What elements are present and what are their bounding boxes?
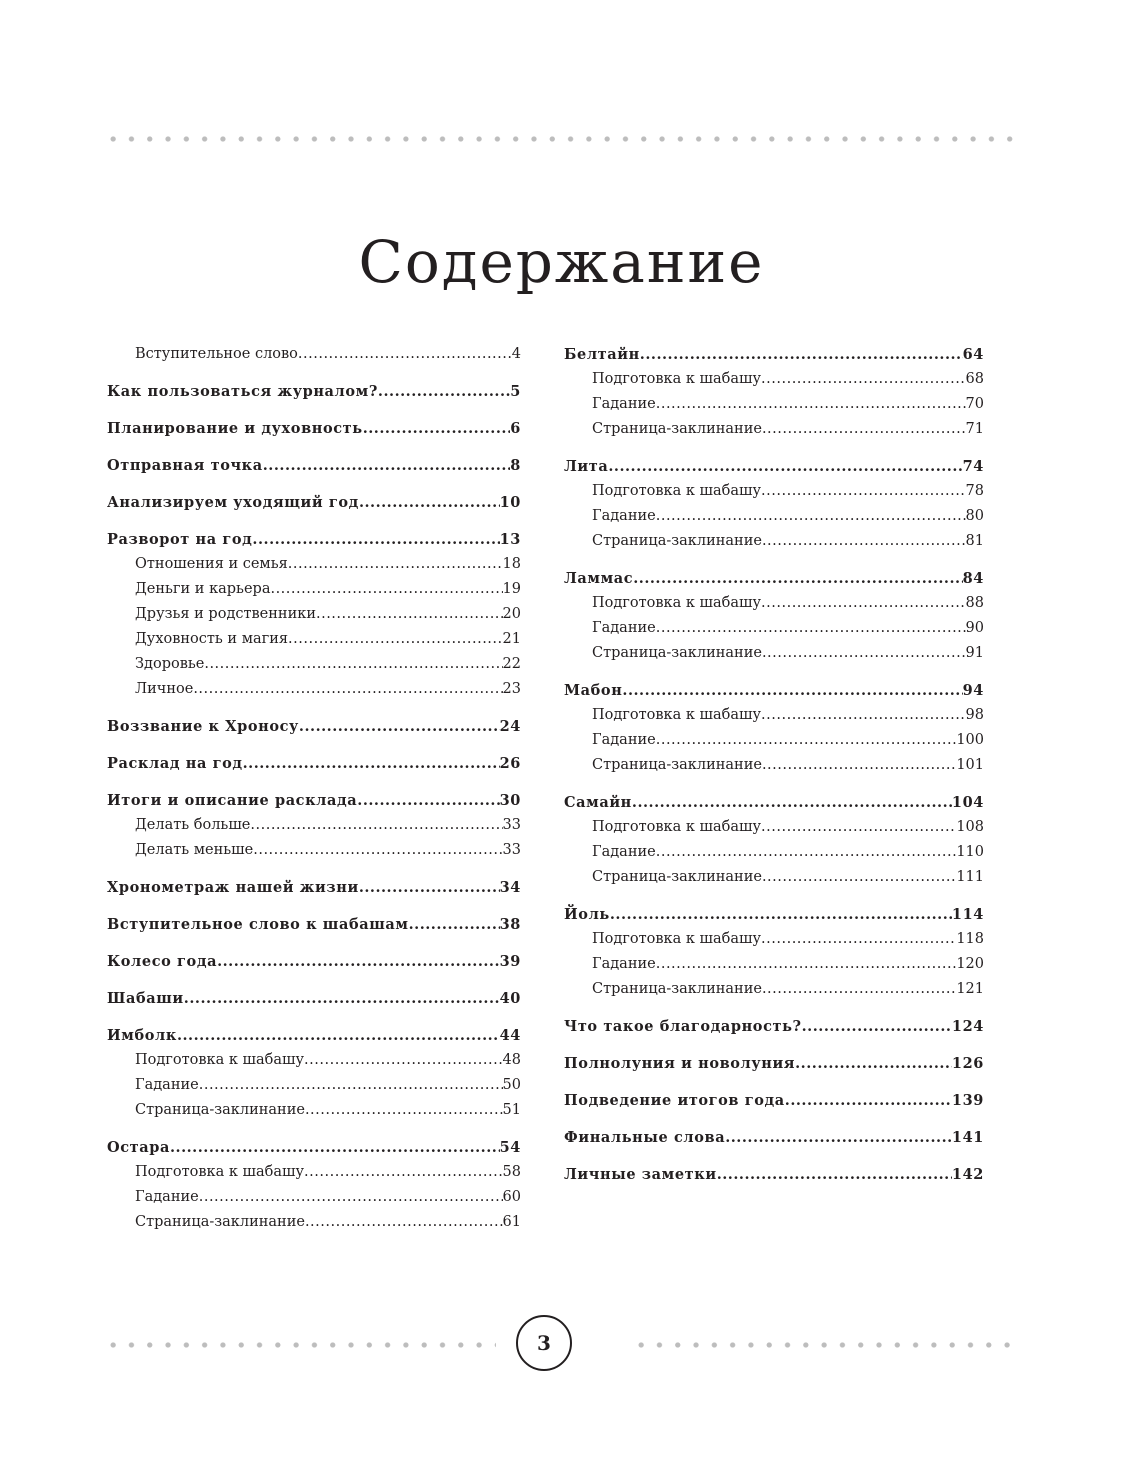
toc-entry-page-number: 68 — [965, 371, 984, 387]
toc-section-entry[interactable] — [564, 1088, 984, 1113]
toc-section-entry[interactable] — [107, 416, 521, 441]
toc-entry-label: Страница-заклинание — [592, 421, 762, 437]
dot-leader — [217, 949, 500, 974]
toc-subsection-entry[interactable] — [564, 728, 984, 753]
toc-entry-label: Страница-заклинание — [592, 645, 762, 661]
toc-subsection-entry[interactable] — [564, 927, 984, 952]
toc-subsection-entry[interactable] — [564, 703, 984, 728]
toc-entry-page-number: 10 — [499, 494, 521, 511]
toc-entry-page-number: 38 — [499, 916, 521, 933]
toc-subsection-entry[interactable] — [107, 577, 521, 602]
toc-section-entry[interactable] — [564, 566, 984, 591]
toc-entry-label: Подготовка к шабашу — [592, 371, 762, 387]
toc-entry-page-number: 4 — [511, 346, 521, 362]
toc-entry-page-number: 48 — [502, 1052, 521, 1068]
dot-leader — [610, 902, 952, 927]
toc-section-entry[interactable] — [564, 1125, 984, 1150]
toc-entry-page-number: 111 — [956, 869, 984, 885]
toc-entry-label: Друзья и родственники — [135, 606, 316, 622]
toc-entry-label: Отправная точка — [107, 457, 263, 474]
toc-entry-page-number: 114 — [951, 906, 984, 923]
toc-subsection-entry[interactable] — [564, 479, 984, 504]
toc-entry-page-number: 120 — [956, 956, 984, 972]
dot-leader — [298, 342, 512, 367]
toc-section-entry[interactable] — [564, 1051, 984, 1076]
dot-leader — [656, 616, 966, 641]
toc-entry-label: Как пользоваться журналом? — [107, 383, 378, 400]
dot-leader — [762, 865, 956, 890]
toc-subsection-entry[interactable] — [107, 1210, 521, 1235]
toc-entry-label: Расклад на год — [107, 755, 243, 772]
dot-leader — [656, 952, 957, 977]
toc-entry-label: Страница-заклинание — [592, 533, 762, 549]
bottom-dotted-divider-right — [632, 1342, 1019, 1348]
toc-entry-label: Воззвание к Хроносу — [107, 718, 299, 735]
toc-subsection-entry[interactable] — [564, 753, 984, 778]
toc-entry-page-number: 44 — [499, 1027, 521, 1044]
dot-leader — [762, 529, 966, 554]
toc-subsection-entry[interactable] — [107, 627, 521, 652]
toc-entry-label: Хронометраж нашей жизни — [107, 879, 359, 896]
toc-entry-page-number: 13 — [499, 531, 521, 548]
page-number-badge — [516, 1315, 572, 1371]
top-dotted-divider — [104, 136, 1019, 142]
dot-leader — [363, 416, 511, 441]
dot-leader — [802, 1014, 952, 1039]
toc-section-entry[interactable] — [107, 490, 521, 515]
toc-entry-label: Делать меньше — [135, 842, 254, 858]
toc-entry-page-number: 94 — [962, 682, 984, 699]
toc-entry-page-number: 24 — [499, 718, 521, 735]
toc-subsection-entry[interactable] — [107, 1048, 521, 1073]
dot-leader — [656, 504, 966, 529]
toc-entry-label: Лита — [564, 458, 609, 475]
toc-section-entry[interactable] — [107, 788, 521, 813]
toc-entry-label: Что такое благодарность? — [564, 1018, 802, 1035]
dot-leader — [762, 641, 966, 666]
dot-leader — [199, 1073, 503, 1098]
toc-subsection-entry[interactable] — [107, 342, 521, 367]
toc-entry-label: Подготовка к шабашу — [592, 595, 762, 611]
toc-entry-page-number: 33 — [502, 817, 521, 833]
toc-section-entry[interactable] — [107, 986, 521, 1011]
toc-subsection-entry[interactable] — [564, 865, 984, 890]
toc-entry-label: Духовность и магия — [135, 631, 289, 647]
dot-leader — [359, 490, 500, 515]
toc-entry-label: Йоль — [564, 906, 610, 923]
toc-section-entry[interactable] — [564, 678, 984, 703]
toc-subsection-entry[interactable] — [564, 367, 984, 392]
toc-entry-page-number: 124 — [951, 1018, 984, 1035]
toc-entry-label: Страница-заклинание — [592, 981, 762, 997]
dot-leader — [250, 813, 502, 838]
toc-subsection-entry[interactable] — [564, 616, 984, 641]
toc-entry-label: Подготовка к шабашу — [592, 819, 762, 835]
toc-entry-label: Страница-заклинание — [135, 1214, 305, 1230]
dot-leader — [253, 838, 502, 863]
toc-entry-label: Колесо года — [107, 953, 218, 970]
toc-section-entry[interactable] — [564, 1014, 984, 1039]
toc-section-entry[interactable] — [564, 454, 984, 479]
toc-subsection-entry[interactable] — [107, 652, 521, 677]
toc-entry-page-number: 139 — [951, 1092, 984, 1109]
dot-leader — [725, 1125, 952, 1150]
toc-entry-page-number: 23 — [502, 681, 521, 697]
dot-leader — [304, 1048, 503, 1073]
toc-entry-page-number: 22 — [502, 656, 521, 672]
toc-entry-page-number: 64 — [962, 346, 984, 363]
toc-subsection-entry[interactable] — [564, 840, 984, 865]
dot-leader — [357, 788, 499, 813]
toc-entry-page-number: 108 — [956, 819, 984, 835]
toc-section-entry[interactable] — [107, 379, 521, 404]
toc-entry-page-number: 121 — [956, 981, 984, 997]
toc-entry-page-number: 78 — [965, 483, 984, 499]
toc-section-entry[interactable] — [107, 875, 521, 900]
dot-leader — [316, 602, 503, 627]
dot-leader — [761, 591, 966, 616]
toc-section-entry[interactable] — [107, 912, 521, 937]
dot-leader — [762, 753, 956, 778]
toc-entry-label: Гадание — [592, 956, 656, 972]
toc-subsection-entry[interactable] — [564, 815, 984, 840]
toc-entry-page-number: 80 — [965, 508, 984, 524]
toc-entry-label: Подготовка к шабашу — [135, 1052, 305, 1068]
toc-subsection-entry[interactable] — [564, 392, 984, 417]
dot-leader — [204, 652, 502, 677]
toc-entry-page-number: 61 — [502, 1214, 521, 1230]
toc-section-entry[interactable] — [107, 949, 521, 974]
dot-leader — [170, 1135, 500, 1160]
dot-leader — [263, 453, 511, 478]
toc-entry-label: Делать больше — [135, 817, 251, 833]
dot-leader — [252, 527, 499, 552]
toc-entry-page-number: 101 — [956, 757, 984, 773]
toc-entry-page-number: 91 — [965, 645, 984, 661]
toc-section-entry[interactable] — [564, 1162, 984, 1187]
toc-entry-label: Подведение итогов года — [564, 1092, 785, 1109]
toc-subsection-entry[interactable] — [564, 504, 984, 529]
dot-leader — [243, 751, 500, 776]
toc-subsection-entry[interactable] — [564, 417, 984, 442]
toc-entry-page-number: 6 — [510, 420, 521, 437]
toc-entry-label: Страница-заклинание — [592, 869, 762, 885]
toc-entry-page-number: 8 — [510, 457, 521, 474]
toc-entry-label: Отношения и семья — [135, 556, 288, 572]
dot-leader — [288, 552, 503, 577]
toc-entry-label: Страница-заклинание — [135, 1102, 305, 1118]
toc-entry-label: Гадание — [135, 1189, 199, 1205]
toc-entry-page-number: 118 — [956, 931, 984, 947]
toc-entry-page-number: 126 — [951, 1055, 984, 1072]
toc-section-entry[interactable] — [107, 714, 521, 739]
toc-entry-page-number: 74 — [962, 458, 984, 475]
toc-entry-page-number: 54 — [499, 1139, 521, 1156]
dot-leader — [305, 1098, 503, 1123]
toc-subsection-entry[interactable] — [107, 602, 521, 627]
page-title: Содержание — [358, 228, 765, 296]
dot-leader — [656, 840, 957, 865]
toc-entry-page-number: 88 — [965, 595, 984, 611]
toc-entry-page-number: 90 — [965, 620, 984, 636]
toc-entry-label: Гадание — [592, 620, 656, 636]
toc-entry-page-number: 141 — [951, 1129, 984, 1146]
toc-entry-page-number: 51 — [502, 1102, 521, 1118]
toc-entry-label: Подготовка к шабашу — [592, 707, 762, 723]
toc-section-entry[interactable] — [564, 902, 984, 927]
dot-leader — [656, 392, 966, 417]
toc-subsection-entry[interactable] — [564, 977, 984, 1002]
toc-entry-page-number: 33 — [502, 842, 521, 858]
toc-entry-label: Вступительное слово — [135, 346, 298, 362]
toc-section-entry[interactable] — [107, 1023, 521, 1048]
toc-entry-label: Страница-заклинание — [592, 757, 762, 773]
toc-entry-page-number: 98 — [965, 707, 984, 723]
dot-leader — [305, 1210, 503, 1235]
toc-subsection-entry[interactable] — [107, 1073, 521, 1098]
toc-entry-page-number: 60 — [502, 1189, 521, 1205]
toc-section-entry[interactable] — [107, 751, 521, 776]
toc-entry-label: Анализируем уходящий год — [107, 494, 359, 511]
toc-left-column — [107, 342, 521, 1235]
dot-leader — [633, 566, 962, 591]
toc-entry-page-number: 50 — [502, 1077, 521, 1093]
toc-entry-label: Гадание — [592, 508, 656, 524]
toc-entry-label: Гадание — [592, 844, 656, 860]
toc-entry-label: Подготовка к шабашу — [592, 931, 762, 947]
toc-entry-label: Планирование и духовность — [107, 420, 363, 437]
toc-subsection-entry[interactable] — [564, 529, 984, 554]
dot-leader — [762, 417, 966, 442]
toc-entry-label: Белтайн — [564, 346, 640, 363]
toc-entry-page-number: 19 — [502, 581, 521, 597]
toc-entry-page-number: 5 — [510, 383, 521, 400]
toc-entry-label: Имболк — [107, 1027, 177, 1044]
toc-entry-label: Гадание — [592, 732, 656, 748]
toc-entry-label: Гадание — [135, 1077, 199, 1093]
toc-entry-label: Финальные слова — [564, 1129, 726, 1146]
dot-leader — [656, 728, 957, 753]
dot-leader — [761, 367, 966, 392]
toc-right-column — [564, 342, 984, 1187]
dot-leader — [632, 790, 952, 815]
toc-entry-page-number: 70 — [965, 396, 984, 412]
toc-entry-page-number: 100 — [956, 732, 984, 748]
toc-subsection-entry[interactable] — [564, 591, 984, 616]
dot-leader — [177, 1023, 500, 1048]
dot-leader — [608, 454, 962, 479]
toc-entry-page-number: 21 — [502, 631, 521, 647]
toc-entry-label: Вступительное слово к шабашам — [107, 916, 409, 933]
toc-entry-label: Личные заметки — [564, 1166, 717, 1183]
page-number: 3 — [537, 1331, 551, 1355]
toc-entry-label: Итоги и описание расклада — [107, 792, 358, 809]
dot-leader — [359, 875, 500, 900]
dot-leader — [762, 977, 956, 1002]
toc-entry-label: Гадание — [592, 396, 656, 412]
toc-subsection-entry[interactable] — [564, 952, 984, 977]
toc-entry-label: Разворот на год — [107, 531, 253, 548]
toc-entry-label: Полнолуния и новолуния — [564, 1055, 796, 1072]
dot-leader — [304, 1160, 503, 1185]
dot-leader — [622, 678, 962, 703]
bottom-dotted-divider-left — [104, 1342, 496, 1348]
toc-subsection-entry[interactable] — [107, 1185, 521, 1210]
toc-entry-page-number: 58 — [502, 1164, 521, 1180]
dot-leader — [761, 927, 956, 952]
toc-subsection-entry[interactable] — [107, 1160, 521, 1185]
dot-leader — [761, 479, 966, 504]
toc-subsection-entry[interactable] — [107, 1098, 521, 1123]
toc-entry-label: Мабон — [564, 682, 623, 699]
dot-leader — [193, 677, 502, 702]
toc-subsection-entry[interactable] — [564, 641, 984, 666]
dot-leader — [761, 815, 956, 840]
toc-section-entry[interactable] — [107, 453, 521, 478]
toc-entry-page-number: 110 — [956, 844, 984, 860]
dot-leader — [270, 577, 502, 602]
dot-leader — [409, 912, 500, 937]
toc-section-entry[interactable] — [564, 342, 984, 367]
toc-entry-page-number: 40 — [499, 990, 521, 1007]
dot-leader — [640, 342, 963, 367]
toc-entry-label: Ламмас — [564, 570, 634, 587]
toc-entry-label: Деньги и карьера — [135, 581, 271, 597]
toc-entry-label: Здоровье — [135, 656, 205, 672]
toc-section-entry[interactable] — [564, 790, 984, 815]
toc-entry-page-number: 26 — [499, 755, 521, 772]
toc-subsection-entry[interactable] — [107, 677, 521, 702]
toc-entry-label: Подготовка к шабашу — [135, 1164, 305, 1180]
toc-entry-page-number: 81 — [965, 533, 984, 549]
toc-section-entry[interactable] — [107, 1135, 521, 1160]
dot-leader — [717, 1162, 952, 1187]
dot-leader — [199, 1185, 503, 1210]
toc-entry-page-number: 84 — [962, 570, 984, 587]
dot-leader — [761, 703, 966, 728]
toc-entry-page-number: 34 — [499, 879, 521, 896]
toc-section-entry[interactable] — [107, 527, 521, 552]
toc-entry-label: Самайн — [564, 794, 632, 811]
toc-entry-label: Остара — [107, 1139, 170, 1156]
toc-entry-page-number: 142 — [951, 1166, 984, 1183]
toc-entry-page-number: 20 — [502, 606, 521, 622]
toc-subsection-entry[interactable] — [107, 838, 521, 863]
toc-entry-label: Шабаши — [107, 990, 184, 1007]
toc-entry-page-number: 104 — [951, 794, 984, 811]
toc-entry-page-number: 71 — [965, 421, 984, 437]
toc-entry-label: Личное — [135, 681, 194, 697]
dot-leader — [299, 714, 500, 739]
dot-leader — [288, 627, 503, 652]
toc-entry-page-number: 39 — [499, 953, 521, 970]
dot-leader — [378, 379, 510, 404]
dot-leader — [795, 1051, 952, 1076]
toc-entry-page-number: 18 — [502, 556, 521, 572]
dot-leader — [785, 1088, 952, 1113]
toc-subsection-entry[interactable] — [107, 813, 521, 838]
dot-leader — [184, 986, 500, 1011]
toc-subsection-entry[interactable] — [107, 552, 521, 577]
toc-entry-label: Подготовка к шабашу — [592, 483, 762, 499]
toc-entry-page-number: 30 — [499, 792, 521, 809]
